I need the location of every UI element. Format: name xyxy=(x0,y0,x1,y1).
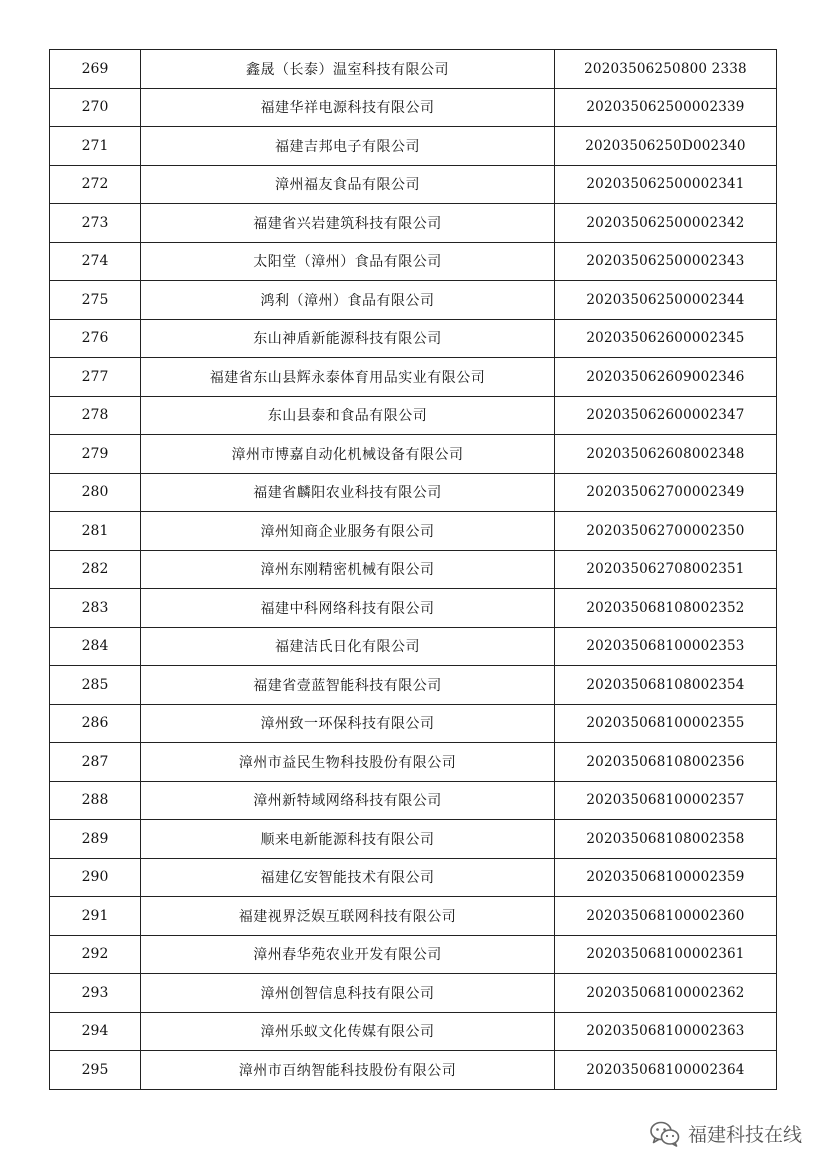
company-name: 漳州福友食品有限公司 xyxy=(141,165,555,204)
company-name: 福建华祥电源科技有限公司 xyxy=(141,88,555,127)
registration-code: 202035062700002349 xyxy=(555,473,777,512)
company-name: 太阳堂（漳州）食品有限公司 xyxy=(141,242,555,281)
company-name: 顺来电新能源科技有限公司 xyxy=(141,820,555,859)
registration-code: 202035062608002348 xyxy=(555,435,777,474)
company-list-table-wrapper xyxy=(49,49,776,1090)
table-row xyxy=(50,743,777,782)
row-number: 270 xyxy=(50,88,141,127)
company-name: 福建视界泛娱互联网科技有限公司 xyxy=(141,897,555,936)
table-row xyxy=(50,473,777,512)
registration-code: 202035068100002364 xyxy=(555,1051,777,1090)
registration-code: 202035062500002342 xyxy=(555,204,777,243)
company-name: 福建亿安智能技术有限公司 xyxy=(141,858,555,897)
table-row xyxy=(50,319,777,358)
table-row xyxy=(50,1012,777,1051)
registration-code: 202035068100002357 xyxy=(555,781,777,820)
registration-code: 202035062500002343 xyxy=(555,242,777,281)
company-name: 漳州知商企业服务有限公司 xyxy=(141,512,555,551)
table-row xyxy=(50,358,777,397)
row-number: 281 xyxy=(50,512,141,551)
company-name: 福建省东山县辉永泰体育用品实业有限公司 xyxy=(141,358,555,397)
row-number: 294 xyxy=(50,1012,141,1051)
row-number: 283 xyxy=(50,589,141,628)
registration-code: 202035062500002344 xyxy=(555,281,777,320)
table-row xyxy=(50,589,777,628)
registration-code: 20203506250D002340 xyxy=(555,127,777,166)
row-number: 295 xyxy=(50,1051,141,1090)
company-name: 漳州创智信息科技有限公司 xyxy=(141,974,555,1013)
row-number: 273 xyxy=(50,204,141,243)
row-number: 292 xyxy=(50,935,141,974)
table-row xyxy=(50,204,777,243)
watermark-text: 福建科技在线 xyxy=(687,1124,802,1146)
table-row xyxy=(50,396,777,435)
row-number: 288 xyxy=(50,781,141,820)
table-row xyxy=(50,1051,777,1090)
registration-code: 202035062500002341 xyxy=(555,165,777,204)
table-row xyxy=(50,820,777,859)
row-number: 289 xyxy=(50,820,141,859)
row-number: 291 xyxy=(50,897,141,936)
table-row xyxy=(50,935,777,974)
company-name: 福建省麟阳农业科技有限公司 xyxy=(141,473,555,512)
table-row xyxy=(50,781,777,820)
company-name: 福建省壹蓝智能科技有限公司 xyxy=(141,666,555,705)
table-row xyxy=(50,627,777,666)
registration-code: 202035068100002355 xyxy=(555,704,777,743)
company-name: 漳州乐蚁文化传媒有限公司 xyxy=(141,1012,555,1051)
row-number: 280 xyxy=(50,473,141,512)
row-number: 293 xyxy=(50,974,141,1013)
company-name: 福建吉邦电子有限公司 xyxy=(141,127,555,166)
table-row xyxy=(50,50,777,89)
registration-code: 202035068108002354 xyxy=(555,666,777,705)
table-body xyxy=(50,50,777,1090)
registration-code: 202035068100002361 xyxy=(555,935,777,974)
table-row xyxy=(50,666,777,705)
company-name: 漳州市博嘉自动化机械设备有限公司 xyxy=(141,435,555,474)
table-row xyxy=(50,281,777,320)
row-number: 286 xyxy=(50,704,141,743)
row-number: 277 xyxy=(50,358,141,397)
row-number: 285 xyxy=(50,666,141,705)
registration-code: 202035062600002345 xyxy=(555,319,777,358)
registration-code: 20203506250800 2338 xyxy=(555,50,777,89)
table-row xyxy=(50,127,777,166)
table-row xyxy=(50,704,777,743)
table-row xyxy=(50,512,777,551)
company-name: 漳州市益民生物科技股份有限公司 xyxy=(141,743,555,782)
table-row xyxy=(50,974,777,1013)
table-row xyxy=(50,165,777,204)
registration-code: 202035068100002360 xyxy=(555,897,777,936)
company-name: 鑫晟（长泰）温室科技有限公司 xyxy=(141,50,555,89)
table-row xyxy=(50,858,777,897)
table-row xyxy=(50,550,777,589)
registration-code: 202035068100002353 xyxy=(555,627,777,666)
row-number: 271 xyxy=(50,127,141,166)
row-number: 284 xyxy=(50,627,141,666)
row-number: 282 xyxy=(50,550,141,589)
company-name: 福建省兴岩建筑科技有限公司 xyxy=(141,204,555,243)
table-row xyxy=(50,88,777,127)
row-number: 272 xyxy=(50,165,141,204)
row-number: 290 xyxy=(50,858,141,897)
registration-code: 202035068108002358 xyxy=(555,820,777,859)
company-name: 漳州东刚精密机械有限公司 xyxy=(141,550,555,589)
row-number: 276 xyxy=(50,319,141,358)
row-number: 274 xyxy=(50,242,141,281)
company-name: 漳州致一环保科技有限公司 xyxy=(141,704,555,743)
row-number: 278 xyxy=(50,396,141,435)
row-number: 275 xyxy=(50,281,141,320)
registration-code: 202035068100002362 xyxy=(555,974,777,1013)
company-name: 鸿利（漳州）食品有限公司 xyxy=(141,281,555,320)
registration-code: 202035062500002339 xyxy=(555,88,777,127)
company-name: 东山县泰和食品有限公司 xyxy=(141,396,555,435)
row-number: 287 xyxy=(50,743,141,782)
registration-code: 202035062600002347 xyxy=(555,396,777,435)
company-name: 漳州市百纳智能科技股份有限公司 xyxy=(141,1051,555,1090)
company-name: 漳州新特域网络科技有限公司 xyxy=(141,781,555,820)
company-name: 东山神盾新能源科技有限公司 xyxy=(141,319,555,358)
company-name: 漳州春华苑农业开发有限公司 xyxy=(141,935,555,974)
table-row xyxy=(50,242,777,281)
company-name: 福建中科网络科技有限公司 xyxy=(141,589,555,628)
watermark xyxy=(650,1120,802,1147)
row-number: 269 xyxy=(50,50,141,89)
wechat-icon xyxy=(650,1121,680,1147)
registration-code: 202035068108002352 xyxy=(555,589,777,628)
company-list-table xyxy=(49,49,777,1090)
registration-code: 202035062708002351 xyxy=(555,550,777,589)
registration-code: 202035068108002356 xyxy=(555,743,777,782)
registration-code: 202035068100002359 xyxy=(555,858,777,897)
table-row xyxy=(50,435,777,474)
registration-code: 202035068100002363 xyxy=(555,1012,777,1051)
row-number: 279 xyxy=(50,435,141,474)
registration-code: 202035062700002350 xyxy=(555,512,777,551)
table-row xyxy=(50,897,777,936)
registration-code: 202035062609002346 xyxy=(555,358,777,397)
company-name: 福建洁氏日化有限公司 xyxy=(141,627,555,666)
